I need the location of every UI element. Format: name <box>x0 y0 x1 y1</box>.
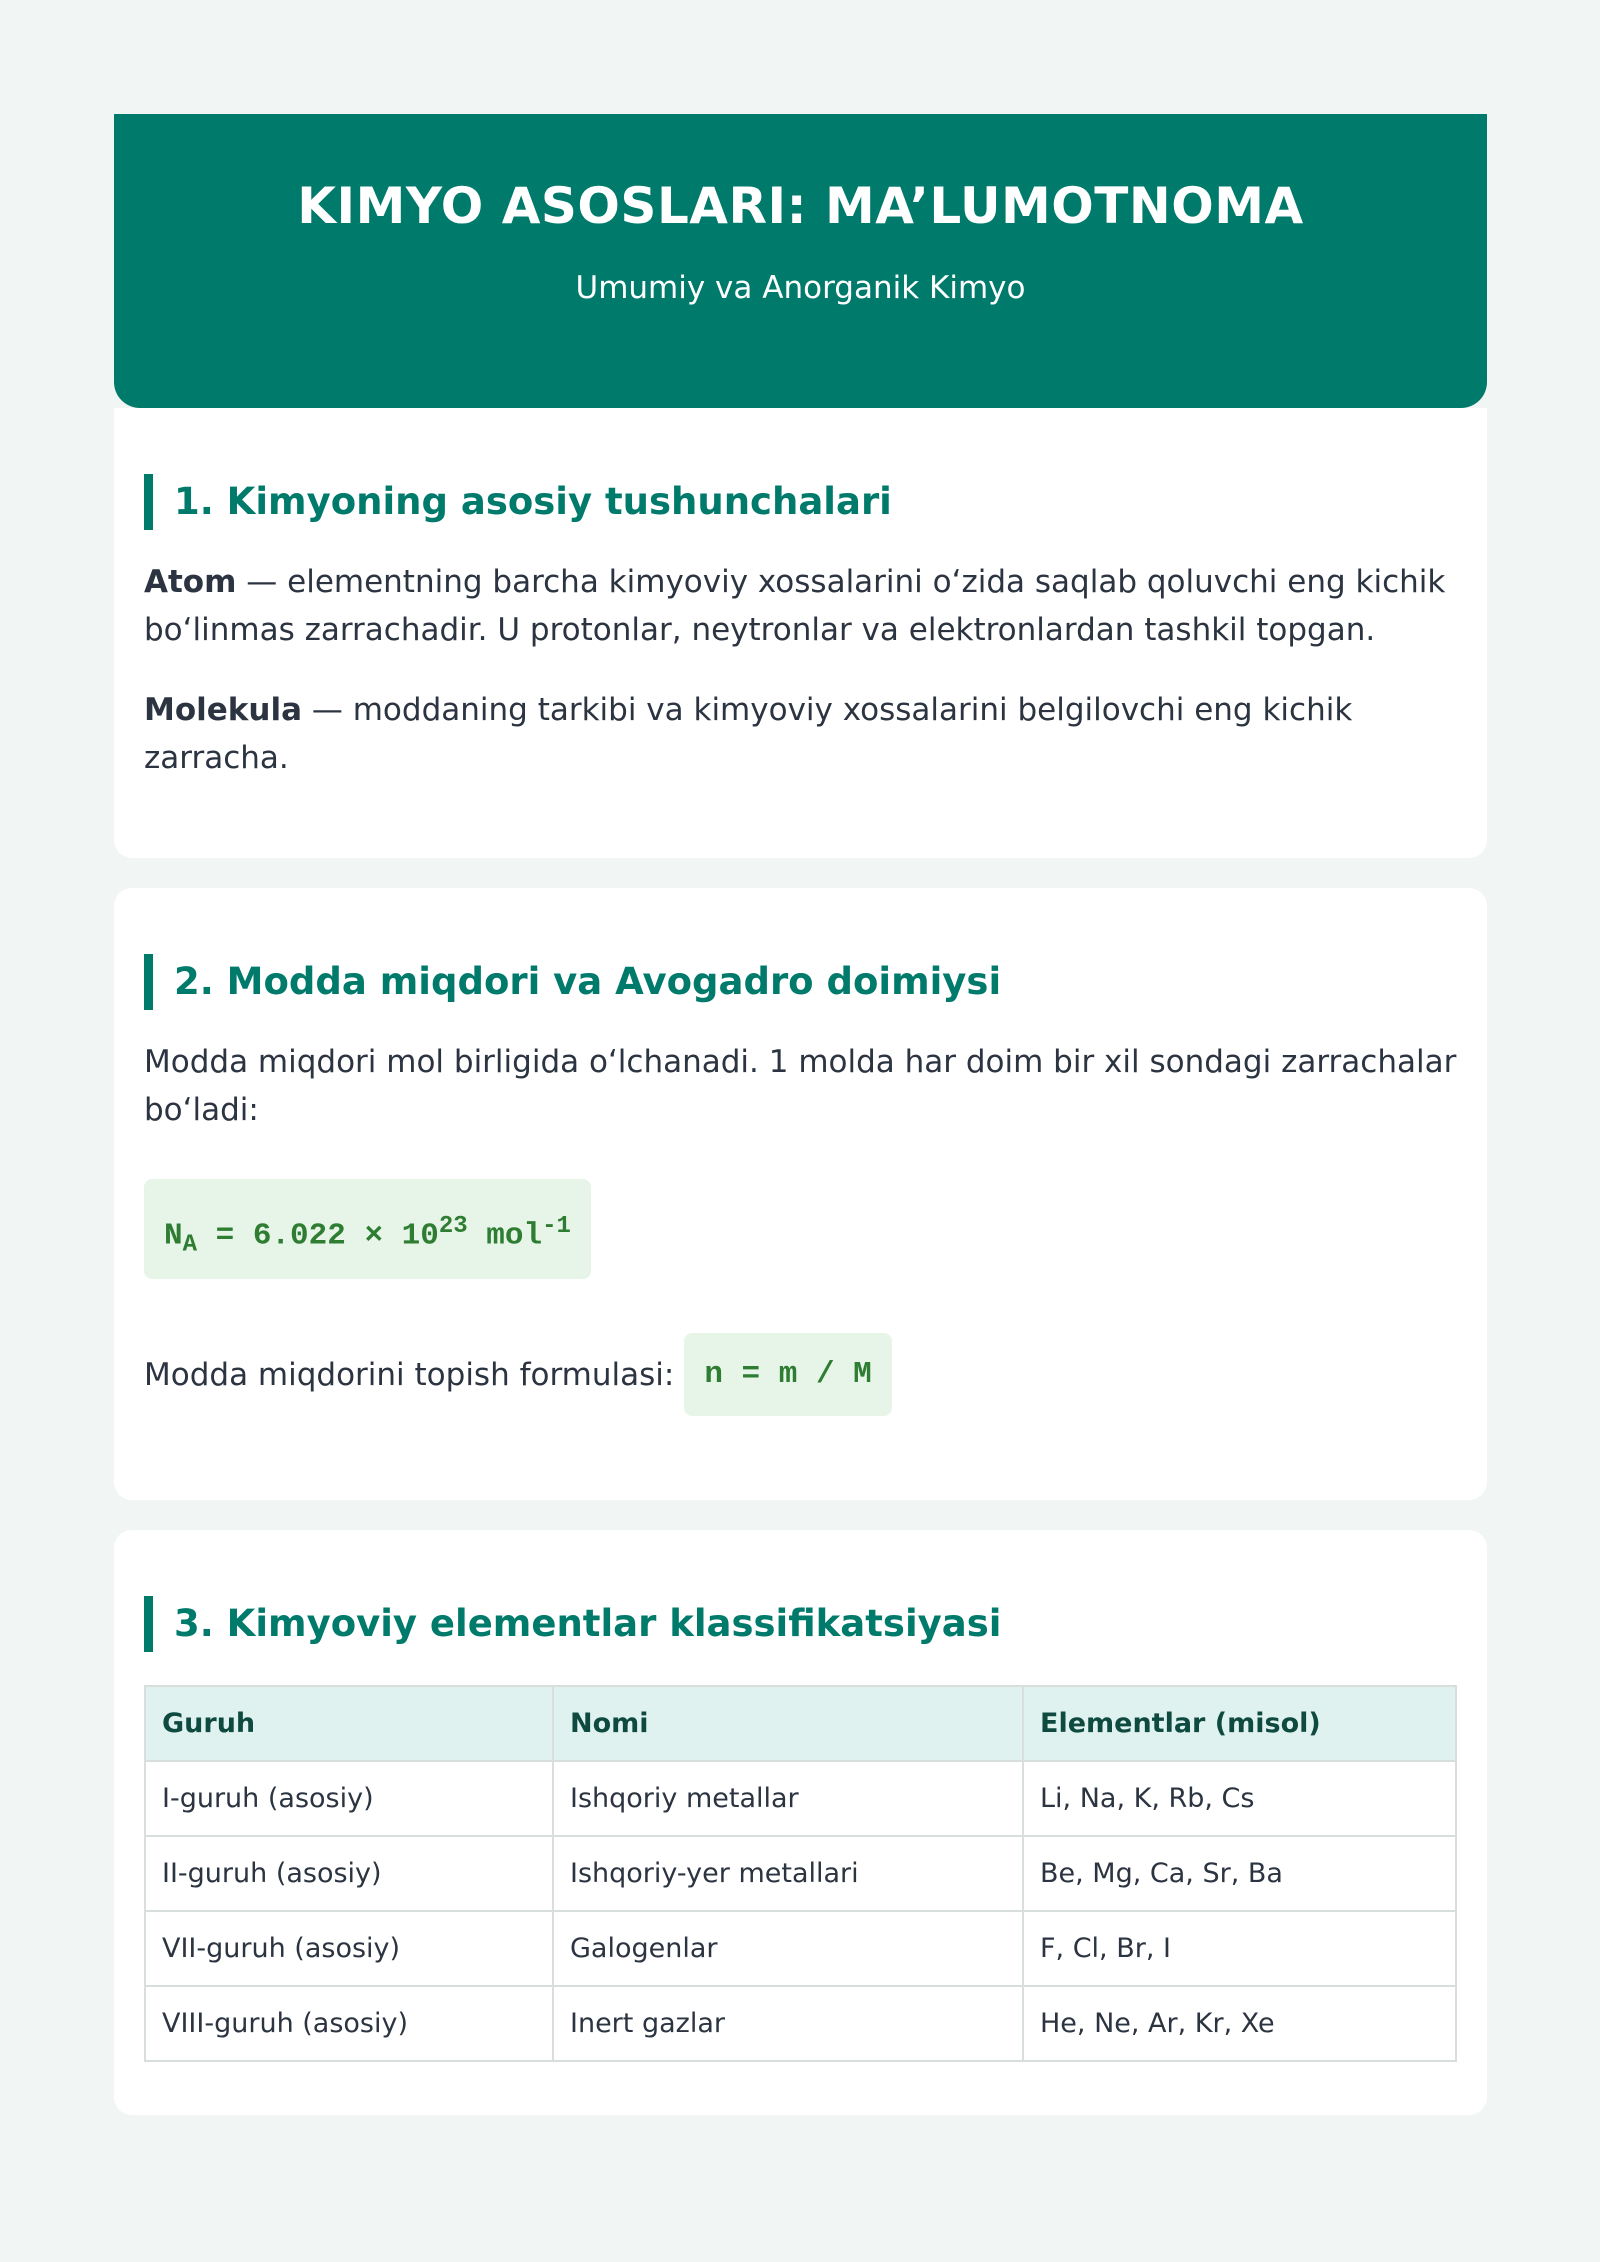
molecule-text: — moddaning tarkibi va kimyoviy xossalarini belgilovchi eng kichik zarracha. <box>144 692 1353 776</box>
avogadro-symbol: N <box>164 1218 183 1254</box>
section-basic-concepts <box>114 408 1487 858</box>
page-container <box>114 114 1487 2115</box>
avogadro-subscript: A <box>182 1231 198 1259</box>
amount-formula: n = m / M <box>684 1333 891 1416</box>
table-cell: Inert gazlar <box>553 1986 1023 2061</box>
page-title: KIMYO ASOSLARI: MA’LUMOTNOMA <box>297 177 1304 235</box>
table-cell: Ishqoriy metallar <box>553 1761 1023 1836</box>
avogadro-value: = 6.022 × 10 <box>197 1218 439 1254</box>
column-header: Nomi <box>553 1686 1023 1761</box>
atom-text: — elementning barcha kimyoviy xossalarini o‘zida saqlab qoluvchi eng kichik bo‘linmas zarrachadir. U protonlar, neytronlar va elektronlardan tashkil topgan. <box>144 564 1446 648</box>
page-subtitle: Umumiy va Anorganik Kimyo <box>575 270 1026 306</box>
table-header-row <box>145 1686 1456 1761</box>
avogadro-unit: mol <box>467 1218 543 1254</box>
page-header <box>114 114 1487 408</box>
table-cell: Ishqoriy-yer metallari <box>553 1836 1023 1911</box>
molecule-term: Molekula <box>144 692 303 728</box>
table-cell: I-guruh (asosiy) <box>145 1761 553 1836</box>
table-cell: II-guruh (asosiy) <box>145 1836 553 1911</box>
avogadro-formula <box>144 1179 591 1279</box>
column-header: Guruh <box>145 1686 553 1761</box>
table-row <box>145 1986 1456 2061</box>
column-header: Elementlar (misol) <box>1023 1686 1456 1761</box>
table-cell: He, Ne, Ar, Kr, Xe <box>1023 1986 1456 2061</box>
table-row <box>145 1761 1456 1836</box>
atom-term: Atom <box>144 564 237 600</box>
section-classification <box>114 1530 1487 2115</box>
molecule-definition <box>144 686 1457 782</box>
section-avogadro <box>114 888 1487 1500</box>
table-row <box>145 1911 1456 1986</box>
atom-definition <box>144 558 1457 654</box>
avogadro-exponent: 23 <box>438 1213 468 1240</box>
table-cell: Li, Na, K, Rb, Cs <box>1023 1761 1456 1836</box>
table-row <box>145 1836 1456 1911</box>
table-cell: Galogenlar <box>553 1911 1023 1986</box>
amount-intro: Modda miqdori mol birligida o‘lchanadi. 1 molda har doim bir xil sondagi zarrachalar bo‘ladi: <box>144 1044 1457 1128</box>
section-title: 1. Kimyoning asosiy tushunchalari <box>144 474 1457 530</box>
table-cell: F, Cl, Br, I <box>1023 1911 1456 1986</box>
amount-formula-line <box>144 1333 1457 1416</box>
formula-label: Modda miqdorini topish formulasi: <box>144 1356 675 1393</box>
table-cell: VII-guruh (asosiy) <box>145 1911 553 1986</box>
avogadro-unit-exponent: -1 <box>542 1213 571 1240</box>
elements-table <box>144 1685 1457 2062</box>
section-title: 2. Modda miqdori va Avogadro doimiysi <box>144 954 1457 1010</box>
table-cell: VIII-guruh (asosiy) <box>145 1986 553 2061</box>
table-cell: Be, Mg, Ca, Sr, Ba <box>1023 1836 1456 1911</box>
section-title: 3. Kimyoviy elementlar klassifikatsiyasi <box>144 1596 1457 1652</box>
